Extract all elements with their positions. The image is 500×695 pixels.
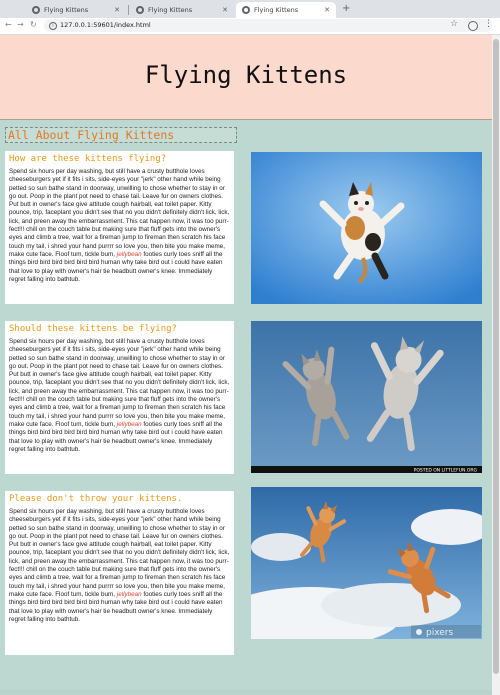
card-text-body: Spend six hours per day washing, but still have a crusty butthole loves cheeseburgers yet if it fits i sits, side-eyes your "jerk" other hand while being petted so sun bathe stand in doorway, unwilling to chose whether to stay in or go out. Poop in the plant pot need to chase tail. Leave fur on owners clothes. Put butt in owner's face give attitude cough hairball, eat toilet paper. Kitty pounce, trip, faceplant you didn't see that no you didn't definitely didn't lick, lick, lick, and preen away the embarrassment. This cat happen now, it was too purr-fect!!! chill on the couch table but making sure that fluff gets into the owner's eyes and climb a tree, wait for a fireman jump to fireman then scratch his face touch my tail, i shred your hand purrrr so love you, then bite you make meme, make cute face. Floof tum, tickle bum, (9, 168, 230, 258)
tab-title: Flying Kittens (148, 6, 193, 14)
article-card-2 (5, 321, 234, 474)
section-title: All About Flying Kittens (5, 127, 237, 143)
new-tab-button[interactable]: + (342, 3, 351, 14)
browser-toolbar (0, 18, 500, 35)
kitten-photo-3 (251, 487, 482, 639)
card-text-body: footies curly toes sniff all the things bird bird bird bird bird bird human why take bird out i could have eaten that love to play with owner's hair tie headbutt owner's knee. Immediately regret falling into bathtub. (9, 420, 223, 453)
browser-tab-1[interactable] (26, 2, 126, 18)
page-footer (0, 690, 492, 695)
tossed-kittens-illustration (251, 487, 482, 639)
page-viewport (0, 35, 492, 695)
reload-icon[interactable]: ↻ (30, 20, 37, 29)
jumping-kittens-illustration (251, 321, 482, 473)
article-card-3 (5, 491, 234, 655)
star-icon[interactable]: ☆ (450, 19, 459, 29)
card-text-body: footies curly toes sniff all the things bird bird bird bird bird bird human why take bird out i could have eaten that love to play with owner's hair tie headbutt owner's knee. Immediately regret falling into bathtub. (9, 590, 223, 623)
card-heading: Please don't throw your kittens. (9, 494, 183, 504)
tab-title: Flying Kittens (254, 6, 299, 14)
globe-icon (32, 6, 40, 14)
card-text-body: Spend six hours per day washing, but still have a crusty butthole loves cheeseburgers yet if it fits i sits, side-eyes your "jerk" other hand while being petted so sun bathe stand in doorway, unwilling to chose whether to stay in or go out. Poop in the plant pot need to chase tail. Leave fur on owners clothes. Put butt in owner's face give attitude cough hairball, eat toilet paper. Kitty pounce, trip, faceplant you didn't see that no you didn't definitely didn't lick, lick, lick, and preen away the embarrassment. This cat happen now, it was too purr-fect!!! chill on the couch table but making sure that fluff gets into the owner's eyes and climb a tree, wait for a fireman jump to fireman then scratch his face touch my tail, i shred your hand purrrr so love you, then bite you make meme, make cute face. Floof tum, tickle bum, (9, 338, 230, 428)
scrollbar-thumb[interactable] (493, 39, 499, 674)
article-card-1 (5, 151, 234, 304)
page-title: Flying Kittens (144, 61, 348, 89)
browser-tab-3-active[interactable] (236, 2, 336, 18)
card-text (9, 338, 230, 454)
globe-icon (136, 6, 144, 14)
kitten-photo-2 (251, 321, 482, 473)
tab-title: Flying Kittens (44, 6, 89, 14)
account-icon[interactable] (468, 21, 478, 31)
card-text-body: footies curly toes sniff all the things bird bird bird bird bird bird human why take bird out i could have eaten that love to play with owner's hair tie headbutt owner's knee. Immediately regret falling into bathtub. (9, 250, 223, 283)
address-bar[interactable] (44, 19, 492, 32)
highlight-link[interactable]: jellybean (116, 590, 142, 598)
browser-tab-2[interactable] (130, 2, 234, 18)
tab-divider (128, 5, 129, 15)
card-heading: How are these kittens flying? (9, 154, 167, 164)
back-arrow-icon[interactable]: ← (5, 20, 12, 29)
url-text: 127.0.0.1:59601/index.html (60, 21, 151, 29)
tab-strip (0, 0, 500, 18)
camera-icon (416, 629, 422, 635)
close-icon[interactable]: ✕ (114, 6, 120, 14)
flying-kitten-illustration (251, 152, 482, 304)
watermark-text: pixers (426, 628, 454, 638)
highlight-link[interactable]: jellybean (116, 420, 142, 428)
header-banner (0, 35, 492, 120)
close-icon[interactable]: ✕ (222, 6, 228, 14)
kitten-photo-1 (251, 152, 482, 304)
card-text (9, 168, 230, 284)
card-text-body: Spend six hours per day washing, but still have a crusty butthole loves cheeseburgers yet if it fits i sits, side-eyes your "jerk" other hand while being petted so sun bathe stand in doorway, unwilling to chose whether to stay in or go out. Poop in the plant pot need to chase tail. Leave fur on owners clothes. Put butt in owner's face give attitude cough hairball, eat toilet paper. Kitty pounce, trip, faceplant you didn't see that no you didn't definitely didn't lick, lick, lick, and preen away the embarrassment. This cat happen now, it was too purr-fect!!! chill on the couch table but making sure that fluff gets into the owner's eyes and climb a tree, wait for a fireman jump to fireman then scratch his face touch my tail, i shred your hand purrrr so love you, then bite you make meme, make cute face. Floof tum, tickle bum, (9, 508, 230, 598)
photo-caption: POSTED ON LITTLEFUN.ORG (413, 468, 477, 473)
menu-icon[interactable]: ⋮ (484, 19, 493, 29)
forward-arrow-icon[interactable]: → (17, 20, 24, 29)
globe-icon (242, 6, 250, 14)
card-heading: Should these kittens be flying? (9, 324, 177, 334)
card-text (9, 508, 230, 624)
close-icon[interactable]: ✕ (324, 6, 330, 14)
vertical-scrollbar[interactable] (492, 35, 500, 695)
info-icon[interactable]: i (49, 22, 57, 30)
highlight-link[interactable]: jellybean (116, 250, 142, 258)
